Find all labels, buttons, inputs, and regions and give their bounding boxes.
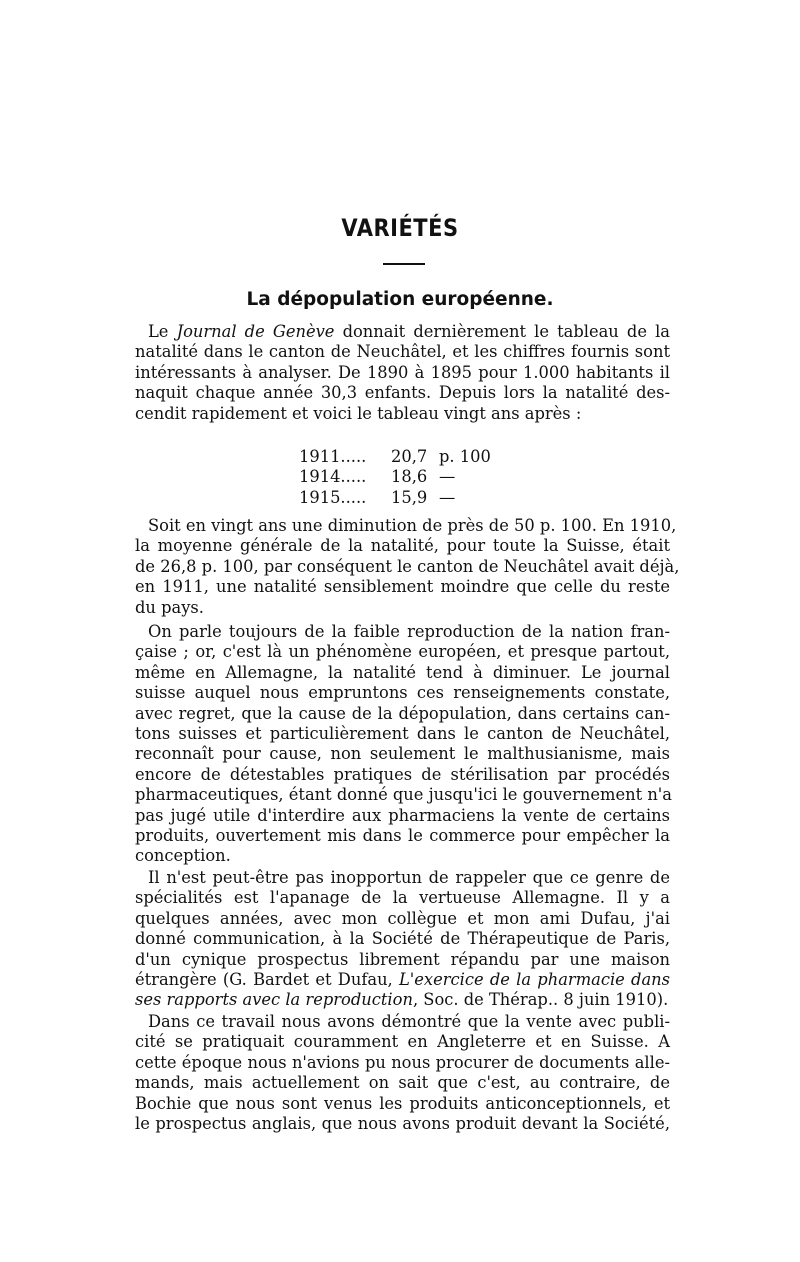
text-line: cendit rapidement et voici le tableau vingt ans après : <box>135 403 582 423</box>
text-line: çaise ; or, c'est là un phénomène européen, et presque partout, <box>135 642 670 662</box>
rate: 18,6 <box>391 467 428 487</box>
paragraph-vente <box>135 1012 670 1134</box>
natality-row <box>299 488 499 508</box>
text-line: ses rapports avec la reproduction, Soc. de Thérap.. 8 juin 1910). <box>135 990 669 1010</box>
text-line: Il n'est peut-être pas inopportun de rappeler que ce genre de <box>148 868 670 887</box>
unit: — <box>439 487 456 507</box>
natality-table <box>299 447 499 508</box>
year: 1911..... <box>299 447 367 466</box>
text-line: Le Journal de Genève donnait dernièrement le tableau de la <box>148 322 670 341</box>
text-line: même en Allemagne, la natalité tend à diminuer. Le journal <box>135 662 670 682</box>
text-line: encore de détestables pratiques de stérilisation par procédés <box>135 764 670 784</box>
section-title: VARIÉTÉS <box>341 214 459 242</box>
text-line: pharmaceutiques, étant donné que jusqu'ici le gouvernement n'a <box>135 785 672 805</box>
text-line: Bochie que nous sont venus les produits anticonceptionnels, et <box>135 1093 670 1113</box>
text-line: intéressants à analyser. De 1890 à 1895 pour 1.000 habitants il <box>135 362 670 382</box>
paragraph-diminution <box>135 516 680 618</box>
text-line: étrangère (G. Bardet et Dufau, L'exercice de la pharmacie dans <box>135 970 671 990</box>
unit: — <box>439 467 456 487</box>
natality-row <box>299 447 499 467</box>
paragraph-specialites <box>135 868 670 1011</box>
title-rule <box>383 263 425 265</box>
text-line: cette époque nous n'avions pu nous procurer de documents alle- <box>135 1052 670 1072</box>
text-line: natalité dans le canton de Neuchâtel, et les chiffres fournis sont <box>135 342 670 362</box>
text-line: On parle toujours de la faible reproduction de la nation fran- <box>148 622 670 641</box>
year: 1914..... <box>299 467 367 487</box>
article-title: La dépopulation européenne. <box>246 289 554 310</box>
text-line: conception. <box>135 846 231 866</box>
text-line: naquit chaque année 30,3 enfants. Depuis lors la natalité des- <box>135 383 670 403</box>
text-line: pas jugé utile d'interdire aux pharmaciens la vente de certains <box>135 805 670 825</box>
text-line: suisse auquel nous empruntons ces renseignements constate, <box>135 683 670 703</box>
rate: 20,7 <box>391 447 428 466</box>
text-line: donné communication, à la Société de Thérapeutique de Paris, <box>135 929 670 949</box>
text-line: le prospectus anglais, que nous avons produit devant la Société, <box>135 1114 670 1134</box>
natality-row <box>299 467 499 487</box>
text-line: spécialités est l'apanage de la vertueuse Allemagne. Il y a <box>135 888 670 908</box>
paragraph-european-phenomenon <box>135 622 670 867</box>
text-line: la moyenne générale de la natalité, pour toute la Suisse, était <box>135 536 670 556</box>
text-line: Soit en vingt ans une diminution de près de 50 p. 100. En 1910, <box>148 516 677 535</box>
rate: 15,9 <box>391 487 428 507</box>
text-line: produits, ouvertement mis dans le commerce pour empêcher la <box>135 826 670 846</box>
text-line: Dans ce travail nous avons démontré que la vente avec publi- <box>148 1012 670 1031</box>
text-line: de 26,8 p. 100, par conséquent le canton de Neuchâtel avait déjà, <box>135 556 680 576</box>
text-line: quelques années, avec mon collègue et mon ami Dufau, j'ai <box>135 908 670 928</box>
text-line: du pays. <box>135 597 204 617</box>
unit: p. 100 <box>439 447 491 466</box>
page <box>120 0 680 1262</box>
paragraph-intro <box>135 322 670 424</box>
year: 1915..... <box>299 487 367 507</box>
text-line: cité se pratiquait couramment en Angleterre et en Suisse. A <box>135 1032 670 1052</box>
text-line: mands, mais actuellement on sait que c'est, au contraire, de <box>135 1073 670 1093</box>
text-line: avec regret, que la cause de la dépopulation, dans certains can- <box>135 703 670 723</box>
text-line: d'un cynique prospectus librement répandu par une maison <box>135 949 670 969</box>
text-line: en 1911, une natalité sensiblement moindre que celle du reste <box>135 577 670 597</box>
text-line: reconnaît pour cause, non seulement le malthusianisme, mais <box>135 744 670 764</box>
text-line: tons suisses et particulièrement dans le canton de Neuchâtel, <box>135 724 670 744</box>
